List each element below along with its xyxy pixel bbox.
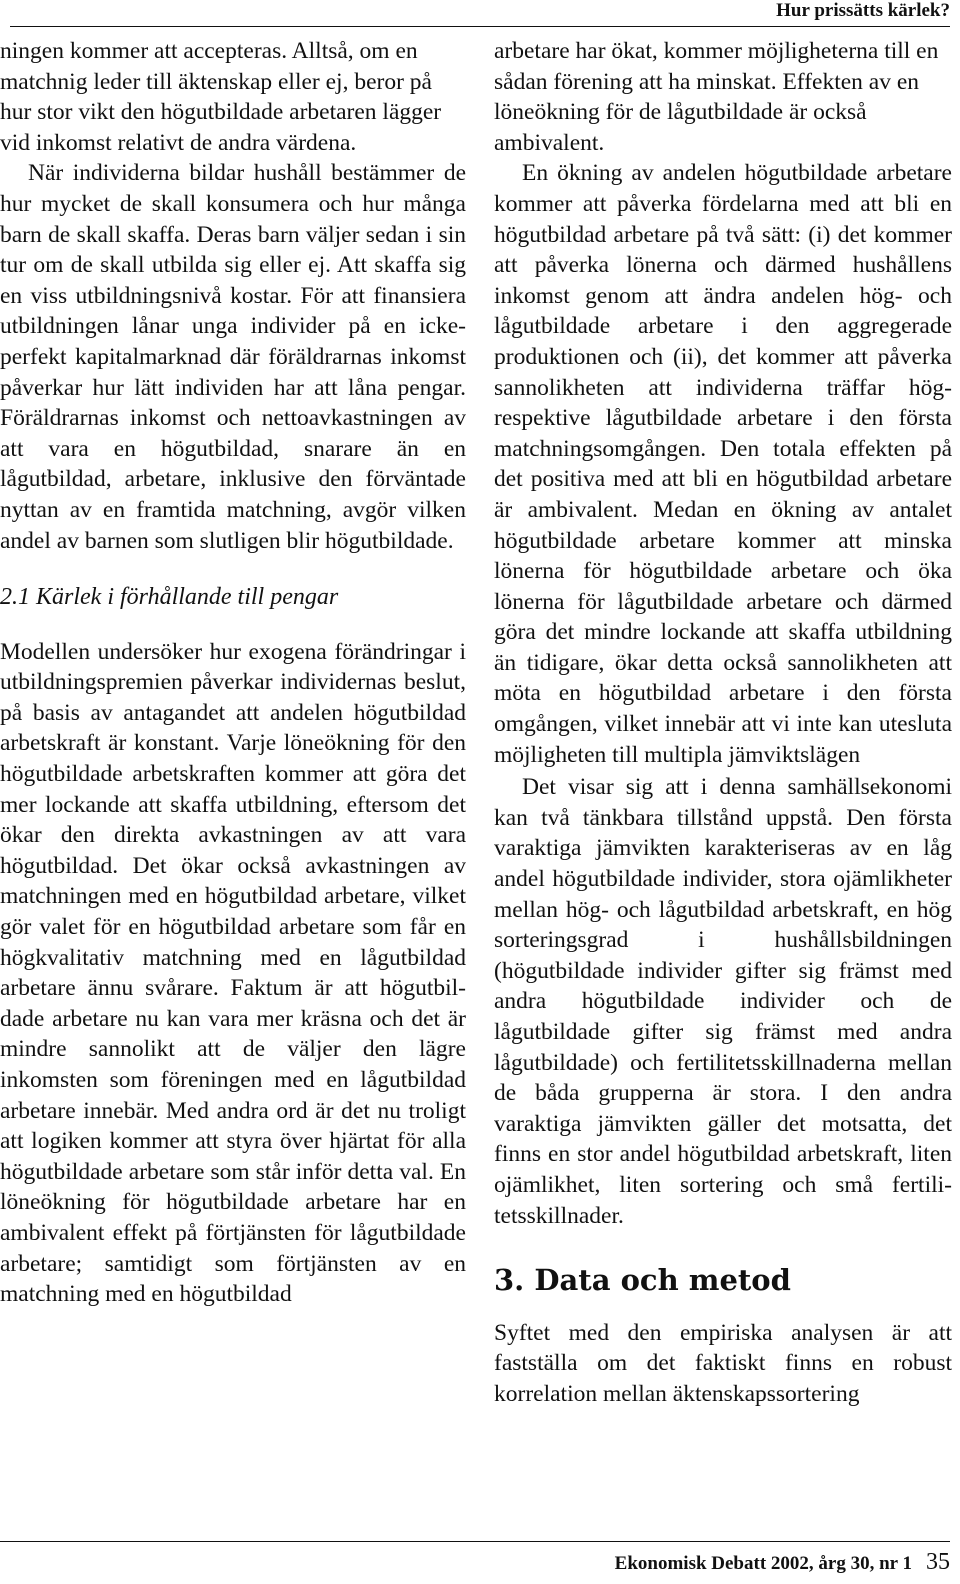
- paragraph: ningen kommer att accepteras. Alltså, om en matchnig leder till äktenskap eller ej, beror på hur stor vikt den högutbildade arbetaren lägger vid inkomst relativt de andra värdena.: [0, 38, 442, 156]
- paragraph: arbetare har ökat, kommer möjligheterna till en sådan förening att ha minskat. Effekten av en löneökning för de lågutbildade är också ambivalent.: [494, 38, 939, 156]
- paragraph: När individerna bildar hushåll bestämmer de hur mycket de skall konsumera och hur många barn de skall skaffa. Deras barn väljer sedan i sin tur om de skall utbilda sig eller ej. Att skaffa sig en viss utbildningsnivå kostar. För att finansiera utbildningen lånar unga individer på en icke-perfekt kapitalmarknad där föräldrarnas inkomst påverkar hur lätt individen har att låna pengar. Föräldrarnas inkomst och nettoavkastningen av att vara en högutbildad, snarare än en lågutbildad, arbetare, inklusive den förväntade nyttan av en framtida matchning, avgör vilken andel av barnen som slutligen blir högutbildade.: [0, 160, 466, 554]
- right-column: [494, 36, 952, 1410]
- page-number: 35: [926, 1549, 950, 1575]
- page-footer: [0, 1541, 950, 1584]
- paragraph: Det visar sig att i denna samhällsekonomi kan två tänkbara tillstånd uppstå. Den första varaktiga jämvikten karakteriseras av en låg andel högutbildade individer, stora ojämlikheter mellan hög- och lågutbildad arbetskraft, en hög sorteringsgrad i hushållsbildningen (högutbildade individer gifter sig främst med andra högutbildade individer och de lågutbildade gifter sig främst med andra lågutbildade) och fertilitetsskillnaderna mellan de båda grupperna är stora. I den andra varaktiga jämvikten gäller det motsatta, det finns en stor andel högutbildad arbetskraft, liten ojämlikhet, liten sortering och små fertilitetsskillnader.: [494, 774, 952, 1229]
- running-head: [10, 0, 950, 27]
- journal-citation: Ekonomisk Debatt 2002, årg 30, nr 1: [614, 1553, 912, 1574]
- paragraph: En ökning av andelen högutbildade arbetare kommer att påverka fördelarna med att bli en högutbildad arbetare på två sätt: (i) det kommer att påverka lönerna och därmed hushållens inkomst genom att ändra andelen hög- och lågutbildade arbetare i den aggregerade produktionen och (ii), det kommer att påverka sannolikheten att individerna träffar hög- respektive lågutbildade arbetare i den första matchningsomgången. Den totala effekten på det positiva med att bli en högutbildad arbetare är ambivalent. Medan en ökning av antalet högutbildade arbetare kommer att minska lönerna för högutbildade arbetare och öka lönerna för lågutbildade arbetare och därmed göra det mindre lockande att skaffa utbildning än tidigare, ökar detta också sannolikheten att möta en högutbildad arbetare i den första omgången, vilket innebär att vi inte kan utesluta möjligheten till multipla jämviktslägen: [494, 160, 952, 768]
- left-column: [0, 36, 466, 1310]
- paragraph: Syftet med den empiriska analysen är att fastställa om det faktiskt finns en robust korrelation mellan äktenskapssortering: [494, 1319, 952, 1407]
- running-head-title: Hur prissätts kärlek?: [776, 0, 950, 21]
- paragraph: Modellen undersöker hur exogena förändringar i utbildningspremien påverkar individernas beslut, på basis av antagandet att andelen högutbildad arbetskraft är konstant. Varje löneökning för den högutbildade arbetskraften kommer att göra det mer lockande att skaffa utbildning, eftersom det ökar den direkta avkastningen av att vara högutbildad. Det ökar också avkastningen av matchningen med en högutbildad arbetare, vilket gör valet för en högutbildad arbetare som får en högkvalitativ matchning med en lågutbildad arbetare ännu svårare. Faktum är att högutbildade arbetare nu kan vara mer kräsna och det är mindre sannolikt att de väljer den lägre inkomsten som föreningen med en lågutbildad arbetare innebär. Med andra ord är det nu troligt att logiken kommer att styra över hjärtat för alla högutbildade arbetare som står inför detta val. En löneökning för högutbildade arbetare har en ambivalent effekt på förtjänsten för lågutbildade arbetare; samtidigt som förtjänsten av en matchning med en högutbildad: [0, 638, 466, 1308]
- subsection-heading: 2.1 Kärlek i förhållande till pengar: [0, 584, 339, 611]
- section-heading: 3. Data och metod: [494, 1263, 791, 1298]
